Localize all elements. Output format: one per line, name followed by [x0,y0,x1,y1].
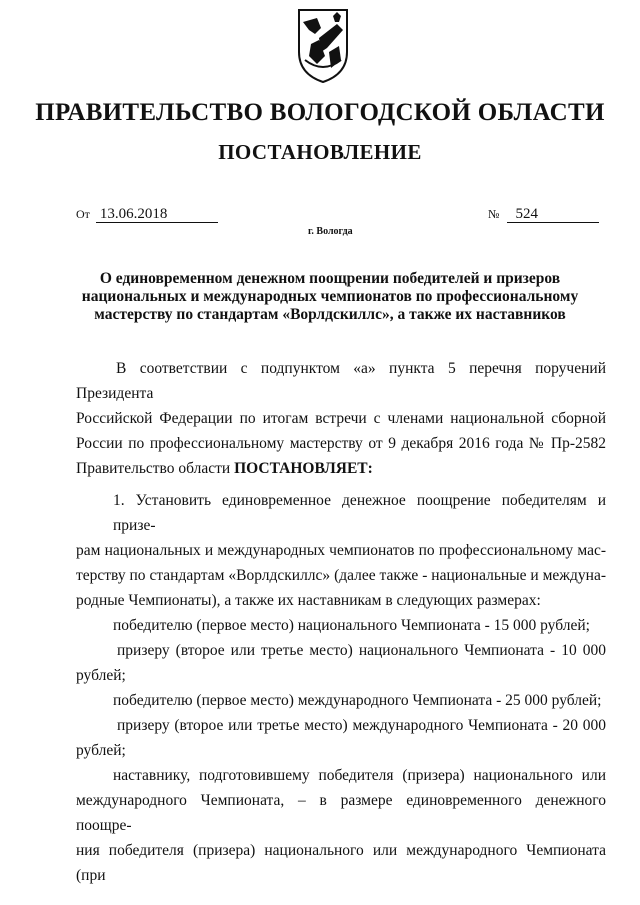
vologda-coat-of-arms-icon [297,8,349,84]
preamble-line: России по профессиональному мастерству от 9 декабря 2016 года № Пр-2582 [76,435,606,452]
preamble-text: Правительство области [76,460,235,477]
body-line: 1. Установить единовременное денежное поощрение победителям и призе- [113,492,606,534]
body-line: рублей; [76,667,126,684]
date-line [76,206,218,223]
body-line: международного Чемпионата, – в размере единовременного денежного поощре- [76,792,606,834]
preamble-line: В соответствии с подпунктом «а» пункта 5 перечня поручений Президента [76,360,606,402]
date-label: От [76,207,90,221]
number-value: 524 [507,206,599,223]
government-title: ПРАВИТЕЛЬСТВО ВОЛОГОДСКОЙ ОБЛАСТИ [35,99,605,126]
city-name: г. Вологда [308,226,353,237]
preamble-paragraph [76,356,606,481]
document-type: ПОСТАНОВЛЕНИЕ [218,140,422,164]
number-label: № [488,207,500,221]
heading-line: мастерству по стандартам «Ворлдскиллс», а также их наставников [94,306,566,323]
body-line: победителю (первое место) национального Чемпионата - 15 000 рублей; [113,617,590,634]
preamble-line [76,456,606,481]
number-line [488,206,599,223]
body-line: наставнику, подготовившему победителя (призера) национального или [113,767,606,784]
body-line: терству по стандартам «Ворлдскиллс» (далее также - национальные и междуна- [76,567,606,584]
date-value: 13.06.2018 [96,206,218,223]
body-line: призеру (второе или третье место) национального Чемпионата - 10 000 [117,642,606,659]
body-line: рам национальных и международных чемпионатов по профессиональному мас- [76,542,606,559]
body-line: родные Чемпионаты), а также их наставникам в следующих размерах: [76,592,541,609]
preamble-line: Российской Федерации по итогам встречи с членами национальной сборной [76,410,606,427]
heading-line: национальных и международных чемпионатов по профессиональному [81,288,579,305]
body-line: рублей; [76,742,126,759]
body-line: победителю (первое место) международного Чемпионата - 25 000 рублей; [113,692,602,709]
document-heading [70,270,590,324]
body-line: призеру (второе или третье место) международного Чемпионата - 20 000 [117,717,606,734]
heading-line: О единовременном денежном поощрении победителей и призеров [99,270,561,287]
body-line: ния победителя (призера) национального или международного Чемпионата (при [76,842,606,884]
resolution-body [76,488,606,888]
resolves-keyword: ПОСТАНОВЛЯЕТ: [234,460,373,477]
